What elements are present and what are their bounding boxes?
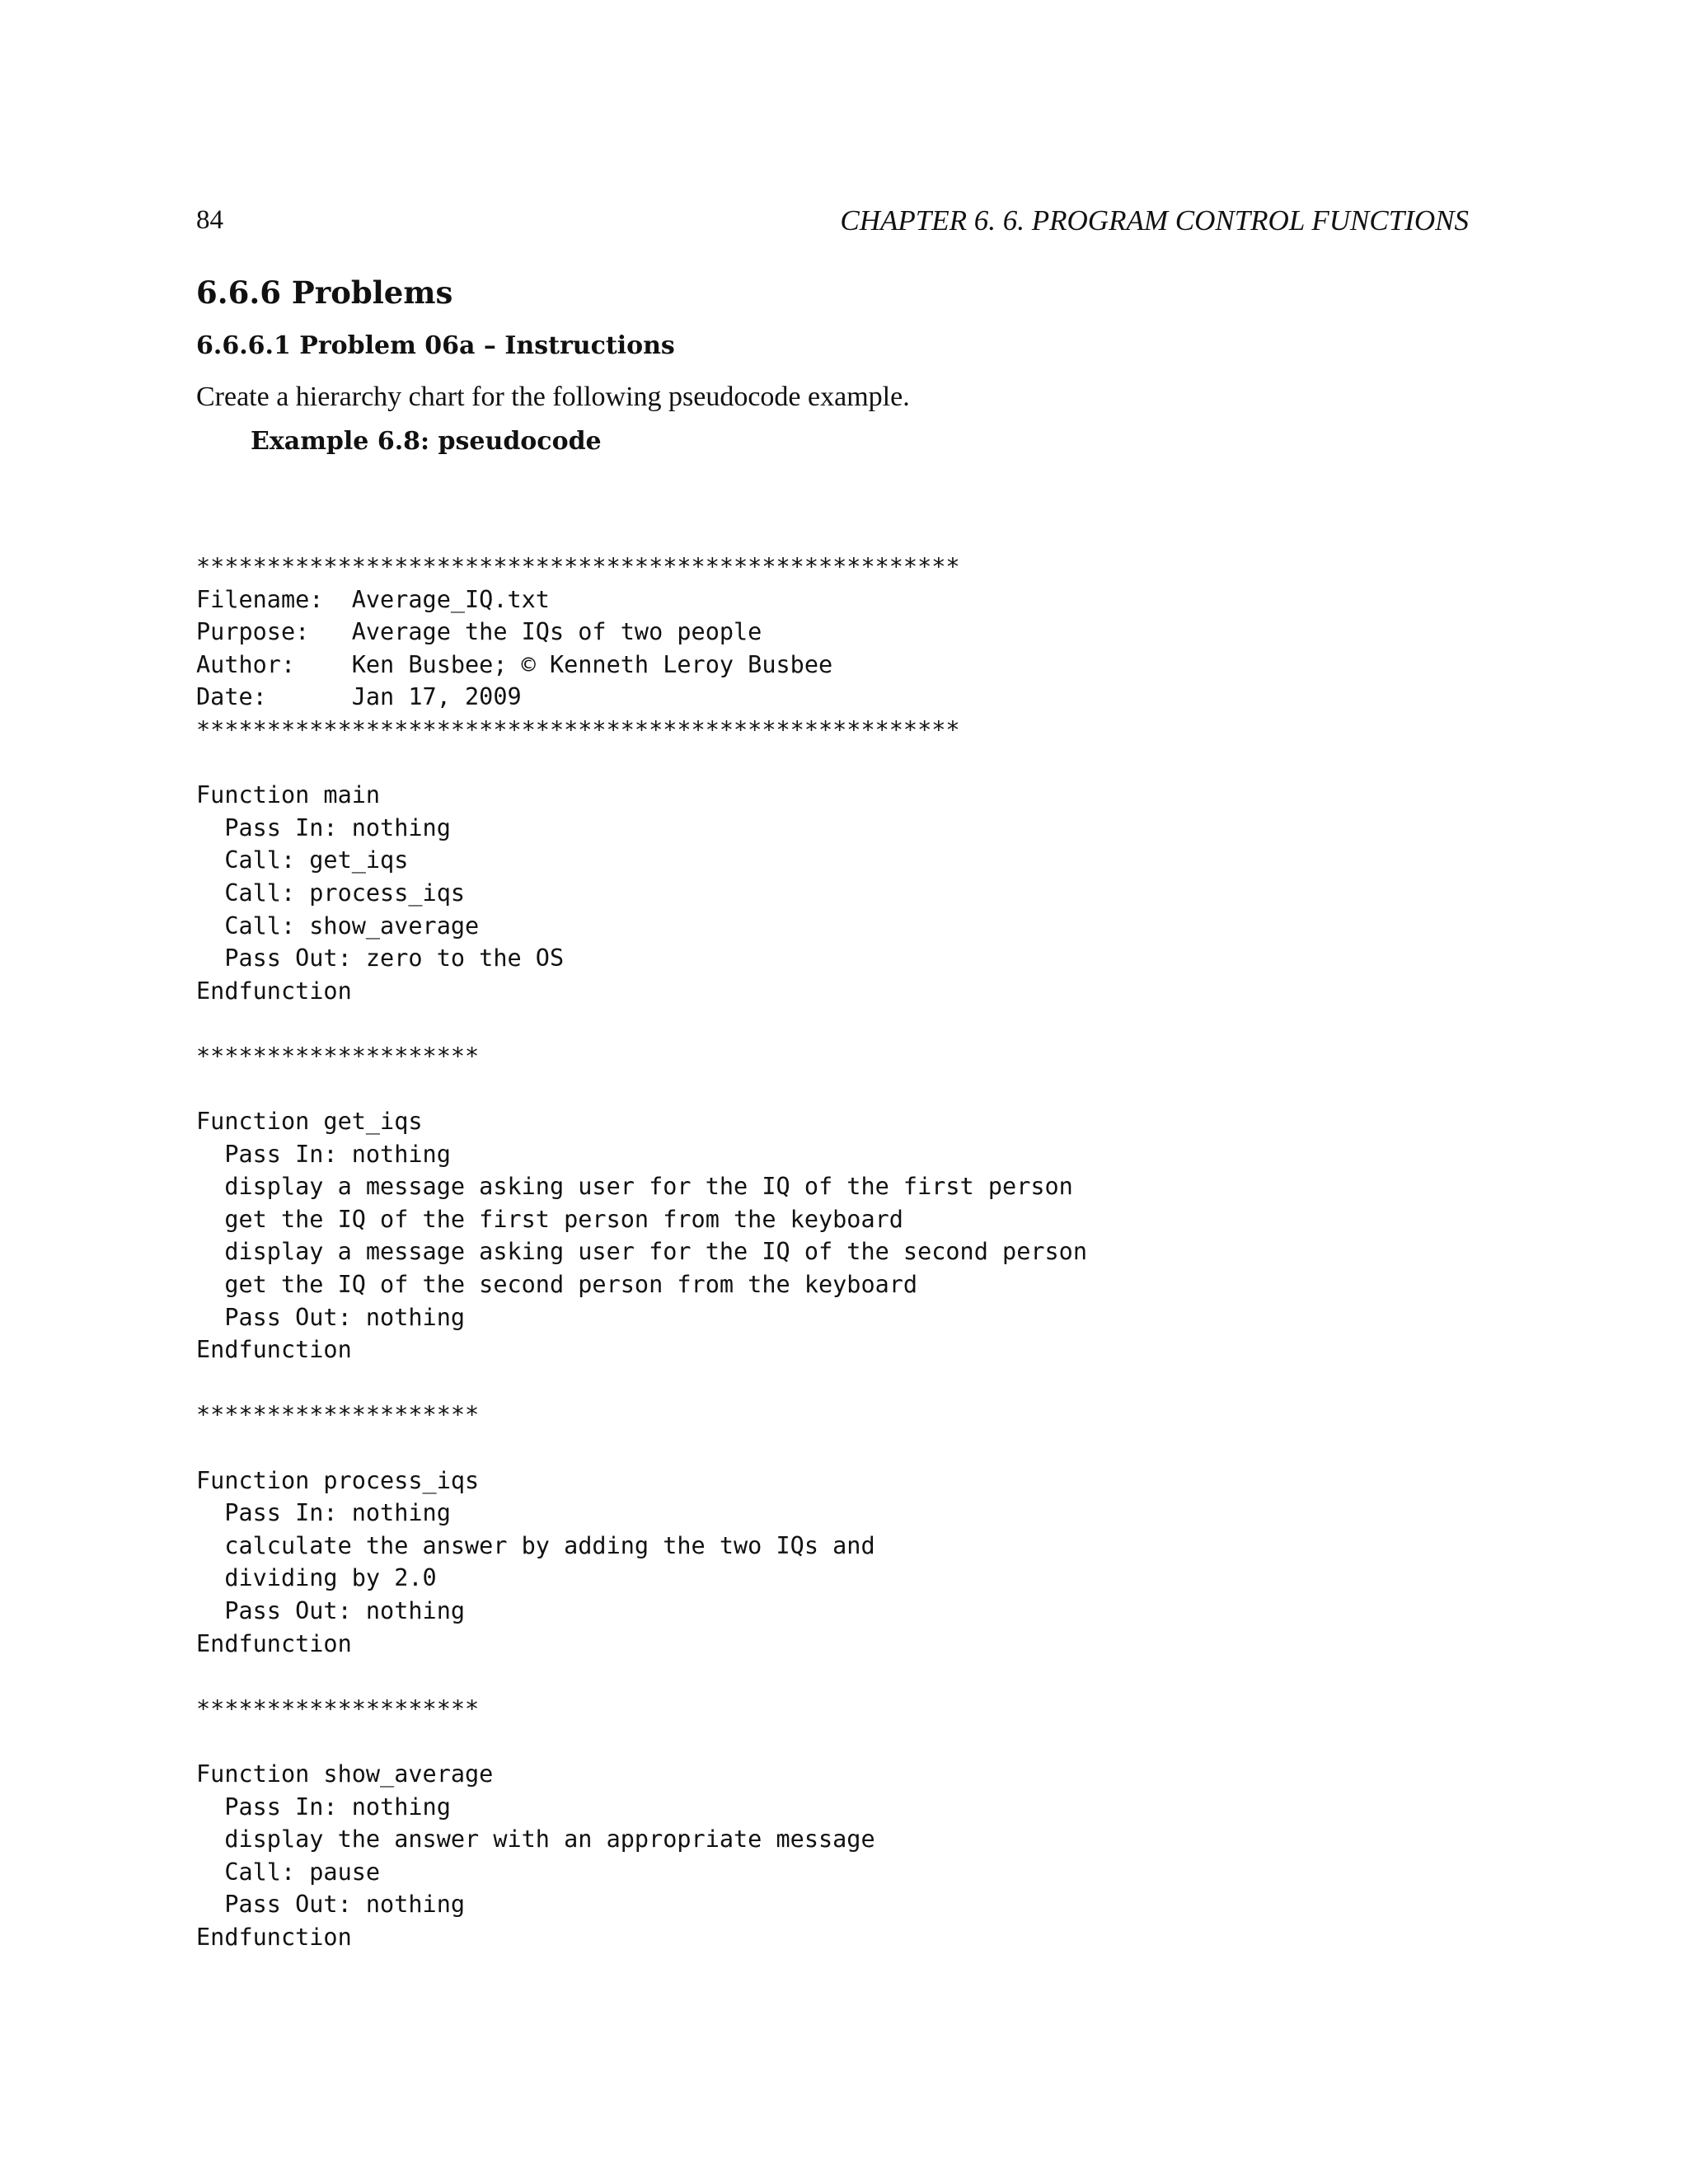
- code-line: Pass Out: nothing: [196, 1891, 466, 1919]
- code-line: Pass Out: nothing: [196, 1303, 466, 1331]
- code-line: Filename: Average_IQ.txt: [196, 585, 550, 613]
- code-line: Function show_average: [196, 1760, 494, 1788]
- code-line: Call: pause: [196, 1858, 381, 1886]
- code-line: Function process_iqs: [196, 1466, 480, 1494]
- code-line: ********************: [196, 1042, 480, 1070]
- code-line: Endfunction: [196, 1923, 352, 1951]
- code-line: Call: show_average: [196, 912, 480, 940]
- code-line: Call: get_iqs: [196, 846, 409, 874]
- code-line: get the IQ of the first person from the keyboard: [196, 1205, 903, 1233]
- code-line: calculate the answer by adding the two IQs and: [196, 1531, 875, 1559]
- code-line: Pass Out: zero to the OS: [196, 944, 565, 972]
- code-line: ********************: [196, 1694, 480, 1722]
- code-line: ******************************************************: [196, 715, 960, 743]
- code-line: display a message asking user for the IQ of the first person: [196, 1173, 1073, 1201]
- pseudocode-listing: [196, 551, 1087, 1954]
- code-line: ******************************************************: [196, 553, 960, 580]
- code-line: Author: Ken Busbee; © Kenneth Leroy Busbee: [196, 650, 833, 678]
- page-number: 84: [196, 205, 223, 235]
- code-line: Endfunction: [196, 1629, 352, 1657]
- code-line: Purpose: Average the IQs of two people: [196, 618, 762, 646]
- code-line: Endfunction: [196, 1336, 352, 1364]
- code-line: ********************: [196, 1401, 480, 1429]
- code-line: Pass In: nothing: [196, 1499, 451, 1527]
- running-header: CHAPTER 6. 6. PROGRAM CONTROL FUNCTIONS: [840, 204, 1469, 237]
- code-line: Call: process_iqs: [196, 879, 466, 907]
- code-line: Date: Jan 17, 2009: [196, 683, 522, 711]
- code-line: Pass Out: nothing: [196, 1597, 466, 1624]
- code-line: display the answer with an appropriate message: [196, 1825, 875, 1854]
- code-line: Function get_iqs: [196, 1108, 423, 1136]
- subsection-title: 6.6.6.1 Problem 06a – Instructions: [196, 331, 675, 360]
- code-line: Endfunction: [196, 977, 352, 1005]
- code-line: Function main: [196, 781, 381, 809]
- example-caption: Example 6.8: pseudocode: [251, 427, 602, 456]
- code-line: dividing by 2.0: [196, 1564, 437, 1592]
- code-line: Pass In: nothing: [196, 813, 451, 841]
- code-line: get the IQ of the second person from the keyboard: [196, 1271, 918, 1299]
- code-line: display a message asking user for the IQ of the second person: [196, 1238, 1087, 1266]
- intro-paragraph: Create a hierarchy chart for the following pseudocode example.: [196, 382, 910, 412]
- section-title: 6.6.6 Problems: [196, 274, 453, 311]
- code-line: Pass In: nothing: [196, 1793, 451, 1821]
- code-line: Pass In: nothing: [196, 1140, 451, 1168]
